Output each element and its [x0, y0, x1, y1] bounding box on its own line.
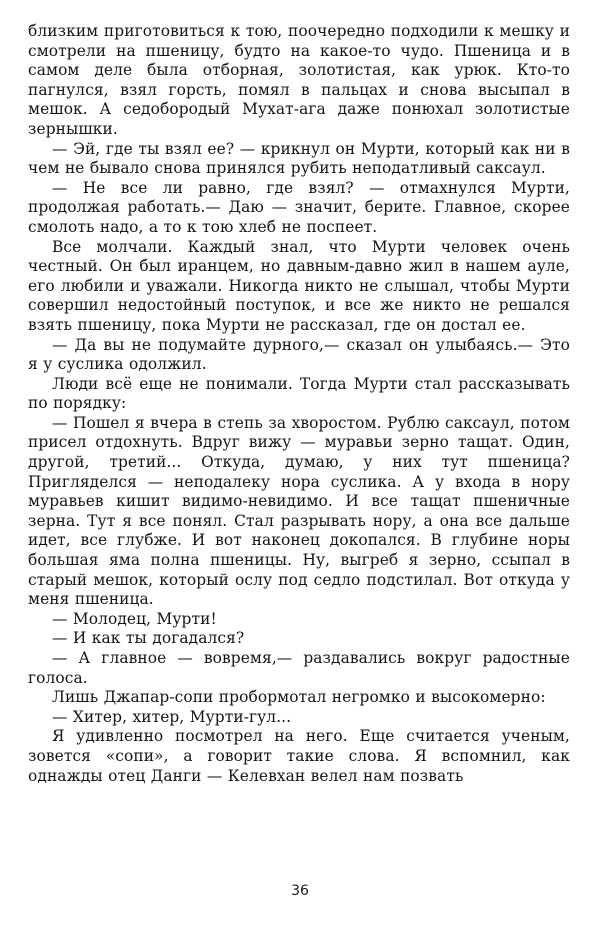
paragraph-9: — И как ты догадался?	[52, 629, 245, 648]
paragraph-8: — Молодец, Мурти!	[52, 609, 217, 628]
paragraph-13: Я удивленно посмотрел на него. Еще считается ученым, зовется «сопи», а говорит такие слова. Я вспомнил, как однажды отец Данги — Келевхан велел нам позвать	[28, 727, 570, 785]
paragraph-12: — Хитер, хитер, Мурти-гул...	[52, 707, 292, 726]
paragraph-4: Все молчали. Каждый знал, что Мурти человек очень честный. Он был иранцем, но давным-давно жил в нашем ауле, его любили и уважали. Никогда никто не слышал, чтобы Мурти совершил недостойный поступок, и все же никто не решался взять пшеницу, пока Мурти не рассказал, где он достал ее.	[28, 237, 570, 334]
paragraph-6: Люди всё еще не понимали. Тогда Мурти стал рассказывать по порядку:	[28, 374, 570, 413]
paragraph-10: — А главное — вовремя,— раздавались вокруг радостные голоса.	[28, 649, 570, 687]
page-number: 36	[291, 883, 309, 899]
paragraph-1: близким приготовиться к тою, поочередно подходили к мешку и смотрели на пшеницу, будто на какое-то чудо. Пшеница и в самом деле была отборная, золотистая, как урюк. Кто-то пагнулся, взял горсть, помял в пальцах и снова высыпал в мешок. А седобородый Мухат-ага даже понюхал золотистые зернышки.	[28, 22, 570, 138]
paragraph-2: — Эй, где ты взял ее? — крикнул он Мурти, который как ни в чем не бывало снова принялся рубить неподатливый саксаул.	[28, 139, 570, 178]
paragraph-3: — Не все ли равно, где взял? — отмахнулся Мурти, продолжая работать.— Даю — значит, берите. Главное, скорее смолоть надо, а то к тою хлеб не поспеет.	[28, 178, 570, 236]
paragraph-7: — Пошел я вчера в степь за хворостом. Рублю саксаул, потом присел отдохнуть. Вдруг вижу — муравьи зерно тащат. Один, другой, третий... Откуда, думаю, у них тут пшеница? Пригляделся — неподалеку нора суслика. А у входа в нору муравьев кишит видимо-невидимо. И все тащат пшеничные зерна. Тут я все понял. Стал разрывать нору, а она все дальше идет, все глубже. И вот наконец докопался. В глубине норы большая яма полна пшеницы. Ну, выгреб я зерно, ссыпал в старый мешок, который ослу под седло подстилал. Вот откуда у меня пшеница.	[28, 413, 570, 609]
paragraph-5: — Да вы не подумайте дурного,— сказал он улыбаясь.— Это я у суслика одолжил.	[28, 335, 570, 374]
page-text	[28, 22, 570, 786]
paragraph-11: Лишь Джапар-сопи пробормотал негромко и высокомерно:	[52, 688, 546, 707]
